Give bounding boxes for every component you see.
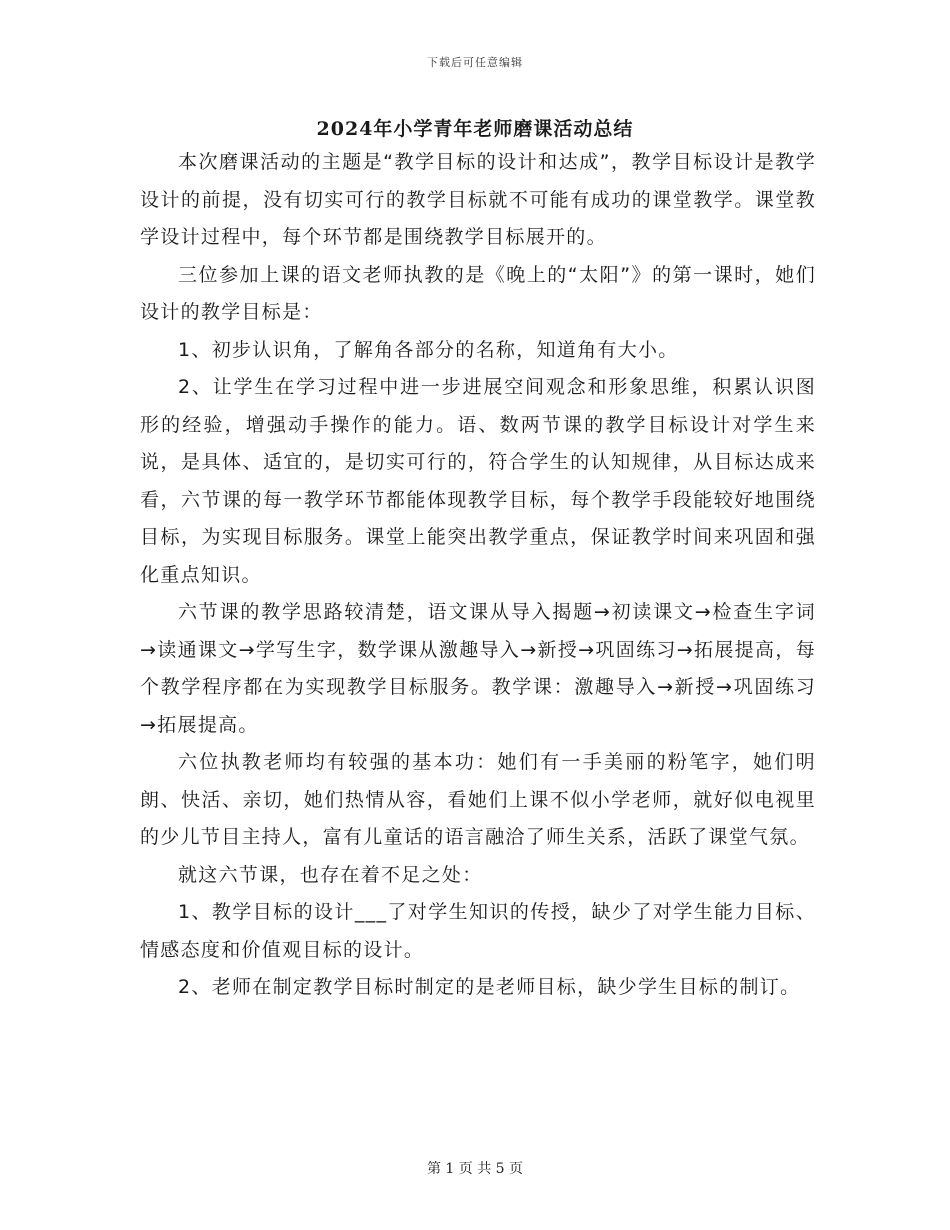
paragraph-shortcoming-1: 1、教学目标的设计___了对学生知识的传授，缺少了对学生能力目标、情感态度和价值观目标的设计。: [140, 901, 816, 961]
paragraph-shortcoming-2: 2、老师在制定教学目标时制定的是老师目标，缺少学生目标的制订。: [178, 976, 801, 998]
paragraph-shortcomings-intro: 就这六节课，也存在着不足之处：: [178, 863, 483, 886]
page-header-note: 下载后可任意编辑: [427, 56, 523, 69]
paragraph-teacher-skills: 六位执教老师均有较强的基本功：她们有一手美丽的粉笔字，她们明朗、快活、亲切，她们热情从容，看她们上课不似小学老师，就好似电视里的少儿节目主持人，富有儿童话的语言融洽了师生关系，活跃了课堂气氛。: [140, 751, 816, 848]
paragraph-goal-2: 2、让学生在学习过程中进一步进展空间观念和形象思维，积累认识图形的经验，增强动手操作的能力。语、数两节课的教学目标设计对学生来说，是具体、适宜的，是切实可行的，符合学生的认知规律，从目标达成来看，六节课的每一教学环节都能体现教学目标，每个教学手段能较好地围绕目标，为实现目标服务。课堂上能突出教学重点，保证教学时间来巩固和强化重点知识。: [140, 376, 816, 586]
page-number: 第 1 页 共 5 页: [426, 1161, 524, 1177]
paragraph-teaching-flow: 六节课的教学思路较清楚，语文课从导入揭题→初读课文→检查生字词→读通课文→学写生字，数学课从激趣导入→新授→巩固练习→拓展提高，每个教学程序都在为实现教学目标服务。教学课：激趣导入→新授→巩固练习→拓展提高。: [140, 601, 816, 736]
document-body: [140, 144, 816, 1007]
paragraph-chinese-lesson: 三位参加上课的语文老师执教的是《晚上的“太阳”》的第一课时，她们设计的教学目标是：: [140, 263, 816, 323]
paragraph-goal-1: 1、初步认识角，了解角各部分的名称，知道角有大小。: [178, 338, 679, 361]
document-title: 2024年小学青年老师磨课活动总结: [316, 118, 634, 140]
paragraph-intro: 本次磨课活动的主题是“教学目标的设计和达成”，教学目标设计是教学设计的前提，没有切实可行的教学目标就不可能有成功的课堂教学。课堂教学设计过程中，每个环节都是围绕教学目标展开的。: [140, 151, 816, 248]
